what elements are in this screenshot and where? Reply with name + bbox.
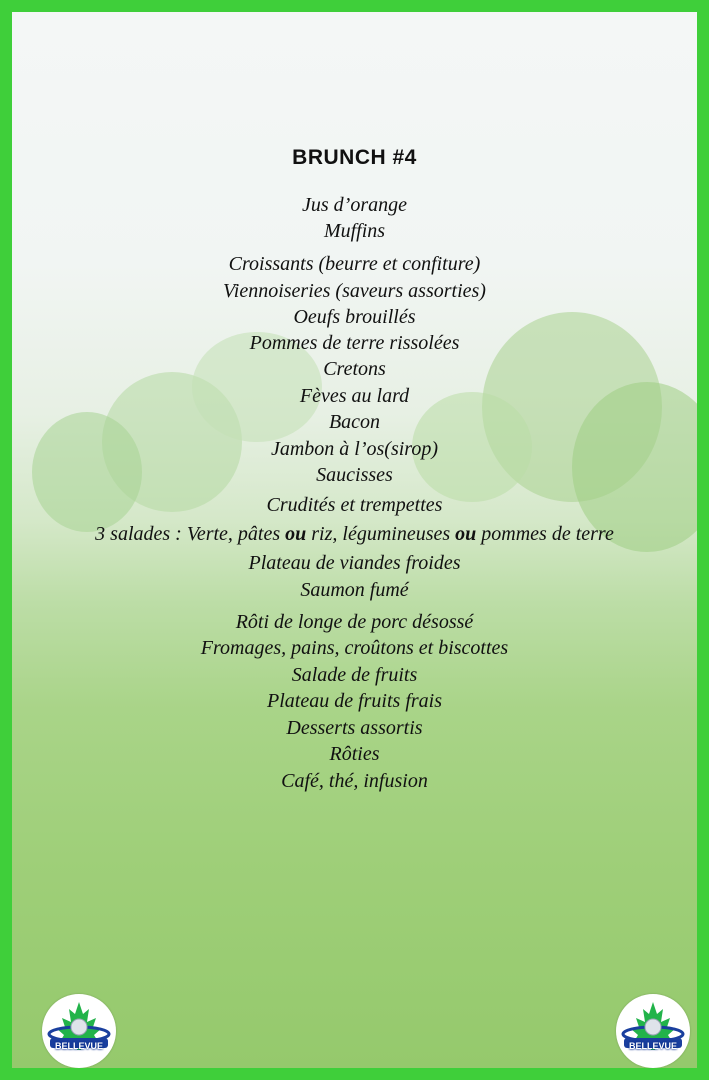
logo-text: BELLEVUE [628,1041,677,1051]
salads-text-1: 3 salades : Verte, pâtes [95,523,286,545]
menu-item: Rôties [329,743,380,765]
menu-item: Viennoiseries (saveurs assorties) [223,280,486,302]
menu-item: Pommes de terre rissolées [249,332,460,354]
menu-item: Jambon à l’os(sirop) [270,438,439,460]
maple-leaf-logo-icon [42,994,116,1068]
salads-text-3: pommes de terre [476,523,614,545]
menu-item: Bacon [328,411,381,433]
salads-or-1: ou [285,523,307,545]
salads-or-2: ou [455,523,477,545]
menu-item: Jus d’orange [302,194,407,216]
menu-item: Rôti de longe de porc désossé [235,611,474,633]
menu-item: Croissants (beurre et confiture) [228,253,481,275]
menu-item: Plateau de viandes froides [248,552,461,574]
bellevue-logo-right [616,994,690,1068]
logo-text: BELLEVUE [54,1041,103,1051]
menu-item: Saumon fumé [300,579,409,601]
menu-item: Fèves au lard [299,385,410,407]
menu-item-salads [12,523,697,546]
menu-item: Fromages, pains, croûtons et biscottes [200,637,509,659]
bellevue-logo-left [42,994,116,1068]
maple-leaf-logo-icon [616,994,690,1068]
menu-item: Plateau de fruits frais [267,690,442,712]
menu-item: Cretons [323,358,386,380]
menu-item: Saucisses [316,464,393,486]
menu-item: Desserts assortis [286,717,423,739]
menu-item: Salade de fruits [291,664,418,686]
salads-text-2: riz, légumineuses [306,523,456,545]
menu-item: Oeufs brouillés [293,306,416,328]
menu-item: Muffins [323,220,386,242]
menu-item: Café, thé, infusion [281,770,428,792]
menu-title: BRUNCH #4 [292,146,417,169]
menu-item: Crudités et trempettes [266,494,443,516]
